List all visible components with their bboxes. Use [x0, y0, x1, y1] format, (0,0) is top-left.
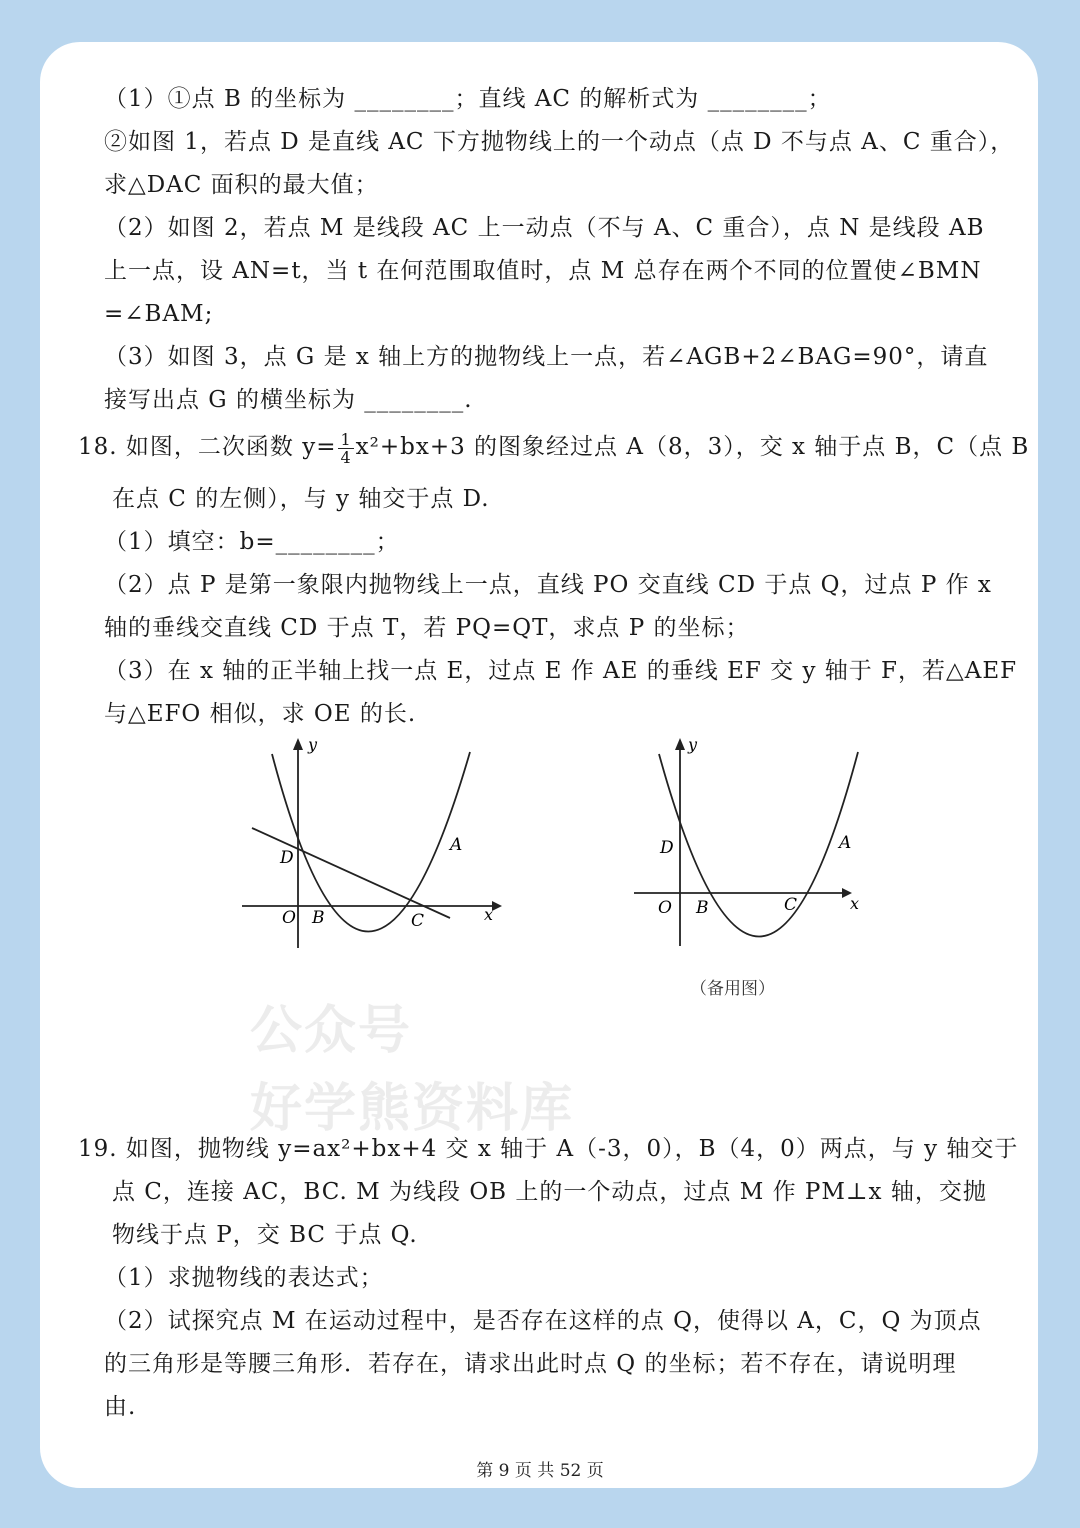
q18-suffix: x²+bx+3 的图象经过点 A（8，3），交 x 轴于点 B，C（点 B: [355, 434, 1030, 460]
watermark-line-1: 公众号: [250, 1001, 413, 1061]
q18-prefix: 18. 如图，二次函数 y=: [78, 434, 337, 460]
text-line: 求△DAC 面积的最大值；: [104, 172, 379, 198]
y-axis-label: y: [308, 735, 318, 754]
x-axis-label: x: [850, 894, 860, 913]
text-line: 的三角形是等腰三角形．若存在，请求出此时点 Q 的坐标；若不存在，请说明理: [104, 1351, 957, 1377]
point-a-label: A: [839, 833, 852, 853]
figure-2: [626, 732, 876, 954]
text-line: 点 C，连接 AC，BC. M 为线段 OB 上的一个动点，过点 M 作 PM⊥x 轴，交抛: [112, 1179, 987, 1205]
figure-2-caption: （备用图）: [690, 979, 775, 999]
point-b-label: B: [696, 898, 709, 918]
text-line: （2）如图 2，若点 M 是线段 AC 上一动点（不与 A、C 重合），点 N 是线段 AB: [104, 215, 985, 241]
page-footer: 第 9 页 共 52 页: [476, 1461, 604, 1481]
text-line: 19. 如图，抛物线 y=ax²+bx+4 交 x 轴于 A（-3，0），B（4，0）两点，与 y 轴交于: [78, 1136, 1019, 1162]
point-b-label: B: [312, 908, 325, 928]
text-line: 与△EFO 相似，求 OE 的长.: [104, 701, 417, 727]
point-d-label: D: [280, 848, 294, 868]
text-line: （3）在 x 轴的正半轴上找一点 E，过点 E 作 AE 的垂线 EF 交 y 轴于 F，若△AEF: [104, 658, 1018, 684]
point-a-label: A: [450, 835, 463, 855]
y-axis-label: y: [688, 735, 698, 754]
point-c-label: C: [411, 911, 425, 931]
text-line: （1）填空：b=________；: [104, 529, 400, 555]
question-18-line: [78, 428, 1029, 466]
fraction: [338, 431, 353, 466]
x-axis-label: x: [484, 905, 494, 924]
text-line: （2）试探究点 M 在运动过程中，是否存在这样的点 Q，使得以 A，C，Q 为顶点: [104, 1308, 982, 1334]
text-line: 在点 C 的左侧），与 y 轴交于点 D.: [112, 486, 490, 512]
text-line: =∠BAM;: [104, 301, 214, 327]
text-line: 物线于点 P，交 BC 于点 Q.: [112, 1222, 418, 1248]
text-line: 上一点，设 AN=t，当 t 在何范围取值时，点 M 总存在两个不同的位置使∠BMN: [104, 258, 982, 284]
text-line: （2）点 P 是第一象限内抛物线上一点，直线 PO 交直线 CD 于点 Q，过点 P 作 x: [104, 572, 992, 598]
origin-label: O: [658, 898, 672, 918]
text-line: （1）求抛物线的表达式；: [104, 1265, 384, 1291]
text-line: （3）如图 3，点 G 是 x 轴上方的抛物线上一点，若∠AGB+2∠BAG=90°，请直: [104, 344, 989, 370]
fraction-numerator: 1: [340, 429, 352, 449]
fraction-denominator: 4: [340, 447, 352, 467]
text-line: 由.: [104, 1394, 137, 1420]
origin-label: O: [282, 908, 296, 928]
figure-1: [236, 732, 506, 954]
point-d-label: D: [660, 838, 674, 858]
text-line: 轴的垂线交直线 CD 于点 T，若 PQ=QT，求点 P 的坐标；: [104, 615, 750, 641]
text-line: ②如图 1，若点 D 是直线 AC 下方抛物线上的一个动点（点 D 不与点 A、C 重合），: [104, 129, 1015, 155]
point-c-label: C: [784, 895, 798, 915]
text-line: （1）①点 B 的坐标为 ________；直线 AC 的解析式为 ________；: [104, 86, 832, 112]
text-line: 接写出点 G 的横坐标为 ________.: [104, 387, 473, 413]
watermark-line-2: 好学熊资料库: [250, 1079, 575, 1139]
